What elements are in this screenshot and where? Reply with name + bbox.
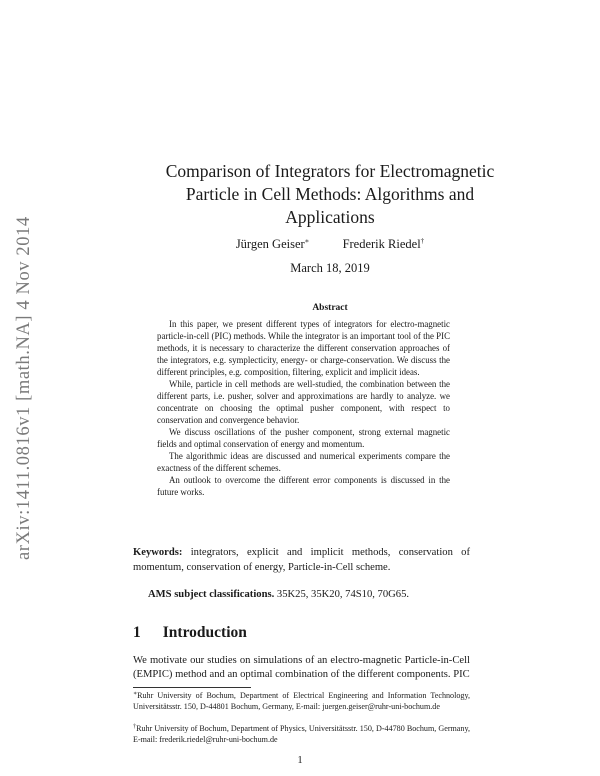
ams-codes: 35K25, 35K20, 74S10, 70G65. [276,589,410,600]
abstract-paragraph: While, particle in cell methods are well-studied, the combination between the different parts, i.e. pusher, solver and approximations are hardly to analyze. we concentrate on choosing the optimal pusher component, with respect to conservation and convergence behavior. [157,379,450,425]
author-mark: ∗ [304,237,310,245]
abstract-heading: Abstract [312,303,348,313]
author-name: Jürgen Geiser [235,237,305,252]
paper-date: March 18, 2019 [290,261,370,275]
title-line: Particle in Cell Methods: Algorithms and [185,184,475,204]
intro-paragraph: We motivate our studies on simulations of an electro-magnetic Particle-in-Cell (EMPIC) method and an optimal combination of the different components. PIC [133,655,470,680]
footnote [133,689,470,713]
author-mark: † [420,237,425,245]
keywords-text: integrators, explicit and implicit methods, conservation of momentum, conservation of energy, Particle-in-Cell scheme. [133,547,470,573]
section-heading [133,624,247,642]
page-number: 1 [297,755,303,766]
ams-classification [148,589,409,600]
footnote-text: Ruhr University of Bochum, Department of Electrical Engineering and Information Technology, Universitätsstr. 150, D-44801 Bochum, Germany, E-mail: juergen.geiser@ruhr-uni-bochum.de [133,691,470,711]
footnote-mark: ∗ [133,691,138,697]
abstract-body [157,318,450,498]
footnote-text: Ruhr University of Bochum, Department of Physics, Universitätsstr. 150, D-44780 Bochum, Germany, E-mail: frederik.riedel@ruhr-uni-bochum.de [133,724,470,744]
abstract-paragraph: The algorithmic ideas are discussed and numerical experiments compare the exactness of the different schemes. [157,451,450,473]
section-title: Introduction [162,624,247,641]
section-number: 1 [133,624,141,641]
ams-label: AMS subject classifications. [148,589,275,600]
abstract-paragraph: We discuss oscillations of the pusher component, strong external magnetic fields and optimal conservation of energy and momentum. [157,427,450,449]
abstract-paragraph: In this paper, we present different types of integrators for electro-magnetic particle-in-cell (PIC) methods. While the integrator is an important tool of the PIC methods, it is necessary to characterize the different conservation approaches of the integrators, e.g. symplecticity, energy- or charge-conservation. We discuss the different principles, e.g. composition, filtering, explicit and implicit ideas. [157,319,450,377]
arxiv-stamp: arXiv:1411.0816v1 [math.NA] 4 Nov 2014 [14,216,34,560]
title-line: Applications [285,207,375,227]
paper-title [110,160,550,229]
title-line: Comparison of Integrators for Electromagnetic [165,161,495,181]
author-name: Frederik Riedel [342,237,421,252]
footnote-rule [133,687,251,688]
keywords-label: Keywords: [133,547,183,558]
abstract-paragraph: An outlook to overcome the different error components is discussed in the future works. [157,475,450,497]
keywords-block [133,546,470,575]
author-list [110,237,550,252]
footnote [133,722,470,746]
footnote-mark: † [133,724,137,730]
